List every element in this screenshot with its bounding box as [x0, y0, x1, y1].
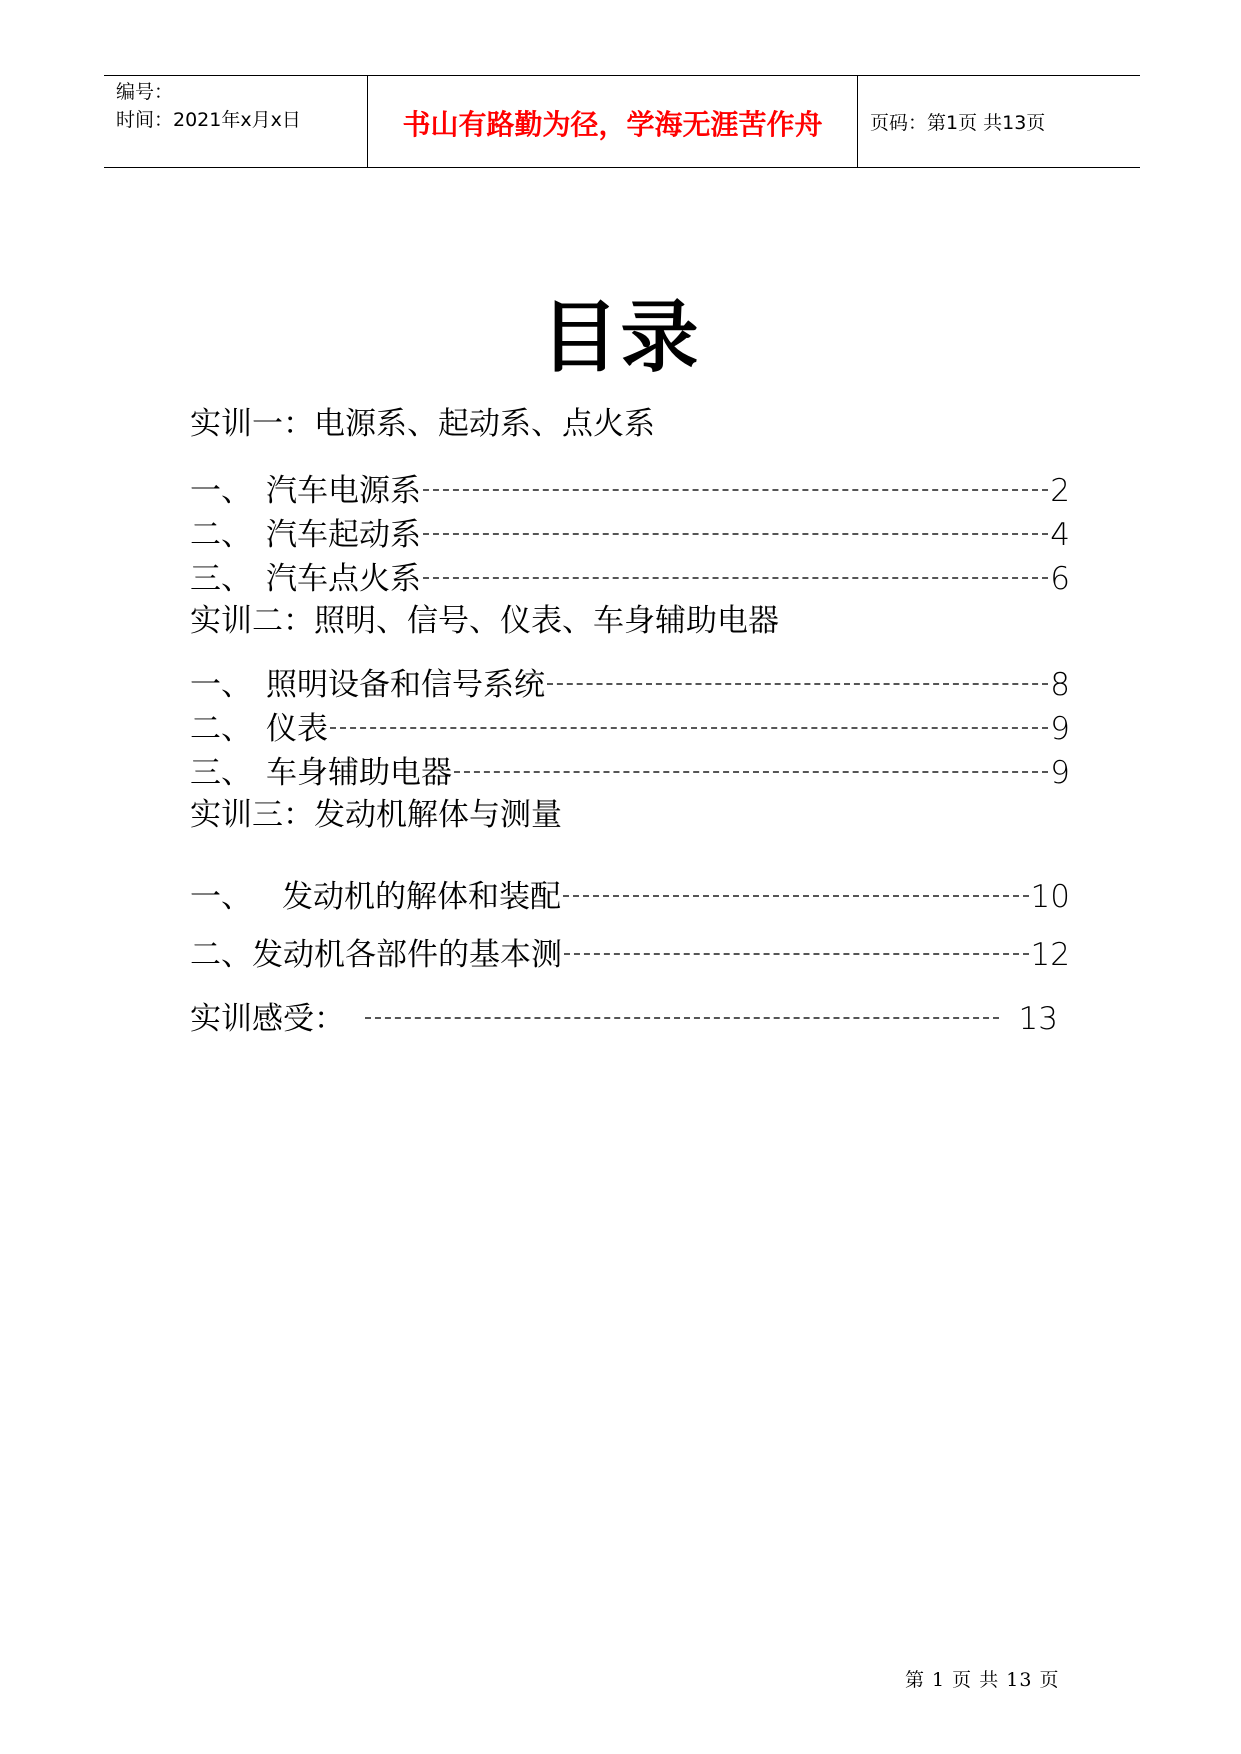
toc-entry[interactable]: [190, 933, 1070, 977]
time-label: 时间：2021年x月x日: [116, 109, 301, 131]
toc-leader-dashes: [563, 895, 1029, 897]
toc-entry[interactable]: [190, 663, 1070, 707]
toc-entry[interactable]: [190, 751, 1070, 795]
toc-entry-number: 一、: [190, 879, 252, 915]
toc-entry-text: 仪表: [266, 711, 328, 747]
toc-entry-page: 2: [1050, 473, 1070, 509]
header-left-cell: [104, 76, 367, 167]
toc-entry-text: 发动机各部件的基本测: [252, 937, 562, 973]
toc-entry-page: 6: [1050, 561, 1070, 597]
toc-entry[interactable]: [190, 875, 1070, 919]
toc-entry-text: 实训感受：: [190, 1001, 345, 1037]
toc-entry-number: 一、: [190, 667, 252, 703]
number-label: 编号：: [116, 81, 174, 103]
toc-entry-number: 三、: [190, 561, 252, 597]
toc-entry-page: 13: [1018, 1001, 1058, 1037]
toc-entry-number: 三、: [190, 755, 252, 791]
toc-entry-number: 二、: [190, 517, 252, 553]
toc-leader-dashes: [365, 1017, 999, 1019]
toc-leader-dashes: [423, 577, 1048, 579]
toc-entry[interactable]: [190, 707, 1070, 751]
toc-entry-number: 一、: [190, 473, 252, 509]
toc-entry-text: 照明设备和信号系统: [266, 667, 545, 703]
toc-entry-page: 9: [1050, 711, 1070, 747]
toc-entry-page: 4: [1050, 517, 1070, 553]
toc-entry-number: 二、: [190, 937, 252, 973]
toc-leader-dashes: [547, 683, 1048, 685]
page-header: [104, 75, 1140, 168]
toc-entry-text: 汽车电源系: [266, 473, 421, 509]
page-footer: 第 1 页 共 13 页: [905, 1669, 1060, 1691]
toc-entry-page: 9: [1050, 755, 1070, 791]
toc-entry-text: 发动机的解体和装配: [282, 879, 561, 915]
toc-entry[interactable]: [190, 513, 1070, 557]
toc-entry[interactable]: [190, 557, 1070, 601]
toc-leader-dashes: [423, 533, 1048, 535]
header-page-info: 页码：第1页 共13页: [870, 112, 1046, 134]
toc-leader-dashes: [330, 727, 1048, 729]
header-motto: 书山有路勤为径，学海无涯苦作舟: [367, 76, 858, 167]
table-of-contents: [190, 404, 1070, 1041]
toc-leader-dashes: [454, 771, 1048, 773]
toc-entry-page: 10: [1030, 879, 1070, 915]
page-title: 目录: [540, 293, 701, 383]
toc-entry-page: 8: [1050, 667, 1070, 703]
toc-leader-dashes: [564, 953, 1029, 955]
toc-section-heading: 实训一：电源系、起动系、点火系: [190, 406, 655, 442]
toc-entry-text: 车身辅助电器: [266, 755, 452, 791]
toc-entry-text: 汽车起动系: [266, 517, 421, 553]
toc-entry-text: 汽车点火系: [266, 561, 421, 597]
toc-entry-number: 二、: [190, 711, 252, 747]
toc-leader-dashes: [423, 489, 1048, 491]
toc-entry[interactable]: [190, 469, 1070, 513]
toc-section-heading: 实训二：照明、信号、仪表、车身辅助电器: [190, 603, 779, 639]
toc-entry-feelings[interactable]: [190, 997, 1070, 1041]
toc-section-heading: 实训三：发动机解体与测量: [190, 797, 562, 833]
toc-entry-page: 12: [1030, 937, 1070, 973]
